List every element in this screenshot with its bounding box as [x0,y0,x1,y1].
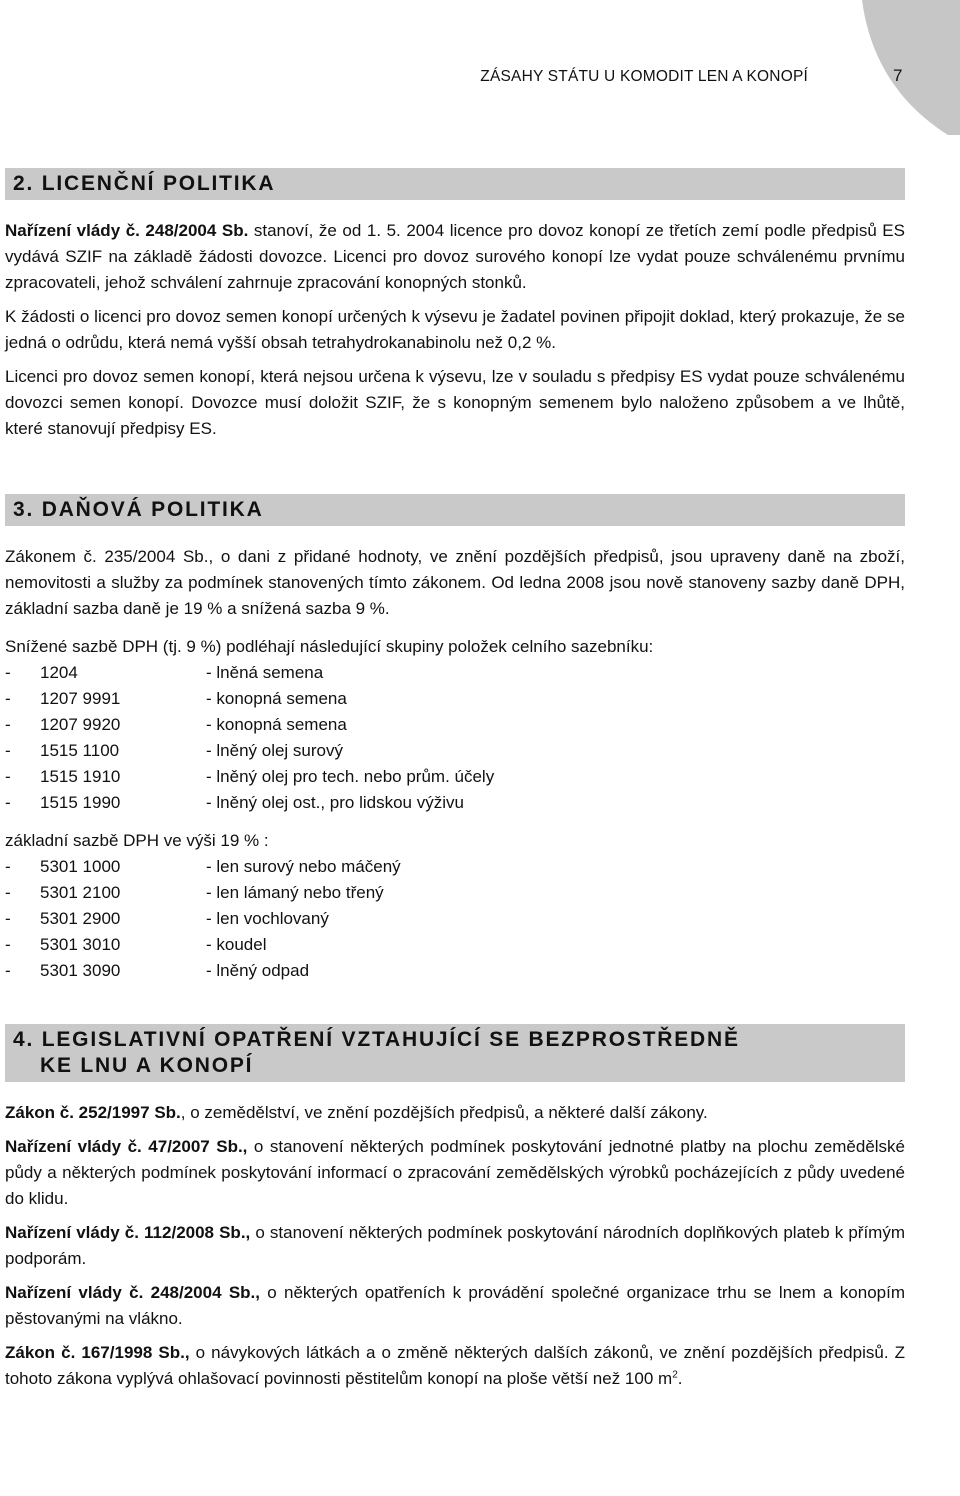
item-description: - lněný olej ost., pro lidskou výživu [206,793,464,812]
tariff-code: 1204 [40,663,78,682]
sentence-end: . [677,1369,683,1388]
tariff-code: 5301 3090 [40,961,121,980]
legislation-item [5,1220,905,1272]
paragraph-dph-zakon: Zákonem č. 235/2004 Sb., o dani z přidané hodnoty, ve znění pozdějších předpisů, jsou upraveny daně na zboží, nemovitosti a služby za podmínek stanovených tímto zákonem. Od ledna 2008 jsou nově stanoveny sazby daně DPH, základní sazba daně je 19 % a snížená sazba 9 %. [5,547,905,618]
item-description: - lněný odpad [206,961,310,980]
list-item: - 1515 1100 - lněný olej surový [5,738,905,764]
tariff-code: 1207 9920 [40,715,121,734]
item-description: - len lámaný nebo třený [206,883,384,902]
list-item: - 5301 3090 - lněný odpad [5,958,905,984]
law-description: , o zemědělství, ve znění pozdějších předpisů, a některé další zákony. [180,1103,708,1122]
item-description: - len vochlovaný [206,909,329,928]
legislation-item [5,1134,905,1212]
law-reference: Zákon č. 252/1997 Sb. [5,1103,181,1122]
page-content [5,168,905,1392]
list-item: - 5301 3010 - koudel [5,932,905,958]
paragraph-licence-dovoz [5,218,905,296]
paragraph-semena-vysev: K žádosti o licenci pro dovoz semen konopí určených k výsevu je žadatel povinen připojit doklad, který prokazuje, že se jedná o odrůdu, která nemá vyšší obsah tetrahydrokanabinolu než 0,2 %. [5,307,905,352]
tariff-code: 1515 1990 [40,793,121,812]
item-description: - len surový nebo máčený [206,857,401,876]
list-item: - 1207 9991 - konopná semena [5,686,905,712]
list-item: - 1515 1910 - lněný olej pro tech. nebo prům. účely [5,764,905,790]
section-heading-licencni-politika: 2. LICENČNÍ POLITIKA [5,168,905,200]
tariff-code: 5301 1000 [40,857,121,876]
law-reference: Nařízení vlády č. 47/2007 Sb., [5,1137,248,1156]
superscript: 2 [672,1369,678,1381]
law-reference: Nařízení vlády č. 248/2004 Sb., [5,1283,260,1302]
law-description: o některých opatřeních k provádění společné organizace trhu se lnem a konopím pěstovanými na vlákno. [5,1283,905,1328]
regulation-reference: Nařízení vlády č. 248/2004 Sb. [5,221,249,240]
legislation-item [5,1340,905,1392]
item-description: - koudel [206,935,267,954]
tariff-code: 5301 2100 [40,883,121,902]
reduced-rate-intro: Snížené sazbě DPH (tj. 9 %) podléhají následující skupiny položek celního sazebníku: [5,637,654,656]
item-description: - lněný olej pro tech. nebo prům. účely [206,767,495,786]
item-description: - konopná semena [206,715,347,734]
tariff-code: 1207 9991 [40,689,121,708]
law-reference: Zákon č. 167/1998 Sb., [5,1343,190,1362]
law-reference: Nařízení vlády č. 112/2008 Sb., [5,1223,251,1242]
section-heading-danova-politika: 3. DAŇOVÁ POLITIKA [5,494,905,526]
list-item: - 5301 2100 - len lámaný nebo třený [5,880,905,906]
law-description: o stanovení některých podmínek poskytování národních doplňkových plateb k přímým podporám. [5,1223,905,1268]
tariff-code: 5301 2900 [40,909,121,928]
paragraph-text: stanoví, že od 1. 5. 2004 licence pro dovoz konopí ze třetích zemí podle předpisů ES vydává SZIF na základě žádosti dovozce. Licenci pro dovoz surového konopí lze vydat pouze schválenému prvnímu zpracovateli, jehož schválení zahrnuje zpracování konopných stonků. [5,221,905,292]
running-title: ZÁSAHY STÁTU U KOMODIT LEN A KONOPÍ [480,68,808,85]
law-description: o stanovení některých podmínek poskytování jednotné platby na plochu zemědělské půdy a některých podmínek poskytování informací o zpracování zemědělských výrobků pocházejících z půdy uvedené do klidu. [5,1137,906,1208]
item-description: - lněný olej surový [206,741,344,760]
reduced-rate-list [5,660,905,816]
tariff-code: 5301 3010 [40,935,121,954]
list-item: - 1207 9920 - konopná semena [5,712,905,738]
paragraph-semena-nevysev: Licenci pro dovoz semen konopí, která nejsou určena k výsevu, lze v souladu s předpisy ES vydat pouze schválenému dovozci semen konopí. Dovozce musí doložit SZIF, že s konopným semenem bylo naloženo způsobem a ve lhůtě, které stanovují předpisy ES. [5,367,905,438]
page-number: 7 [893,66,903,85]
legislation-item [5,1100,905,1126]
item-description: - konopná semena [206,689,347,708]
basic-rate-list [5,854,905,984]
list-item: - 5301 1000 - len surový nebo máčený [5,854,905,880]
section-heading-legislativni-opatreni [5,1024,905,1082]
list-item: - 1204 - lněná semena [5,660,905,686]
list-item: - 1515 1990 - lněný olej ost., pro lidskou výživu [5,790,905,816]
list-item: - 5301 2900 - len vochlovaný [5,906,905,932]
heading-line: 4. LEGISLATIVNÍ OPATŘENÍ VZTAHUJÍCÍ SE BEZPROSTŘEDNĚ [13,1028,740,1051]
basic-rate-intro: základní sazbě DPH ve výši 19 % : [5,831,269,850]
heading-line: KE LNU A KONOPÍ [40,1054,254,1077]
tariff-code: 1515 1100 [40,741,120,760]
legislation-item [5,1280,905,1332]
item-description: - lněná semena [206,663,324,682]
law-description: o návykových látkách a o změně některých dalších zákonů, ve znění pozdějších předpisů. Z tohoto zákona vyplývá ohlašovací povinnosti pěstitelům konopí na ploše větší než 100 m [5,1343,906,1388]
tariff-code: 1515 1910 [40,767,121,786]
